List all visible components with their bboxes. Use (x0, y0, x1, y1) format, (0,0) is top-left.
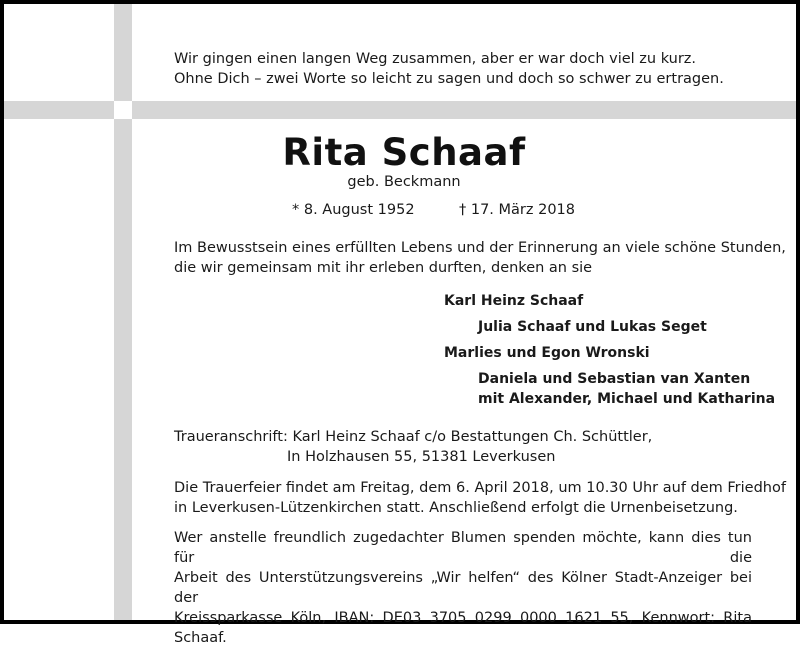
quote-line: Ohne Dich – zwei Worte so leicht zu sagen und doch so schwer zu ertragen. (174, 71, 724, 87)
funeral-info (174, 478, 786, 518)
funeral-line: in Leverkusen-Lützenkirchen statt. Anschließend erfolgt die Urnenbeisetzung. (174, 500, 738, 516)
funeral-line: Die Trauerfeier findet am Freitag, dem 6. April 2018, um 10.30 Uhr auf dem Friedhof (174, 480, 786, 496)
donation-line: Kreissparkasse Köln, IBAN: DE03 3705 0299 0000 1621 55, Kennwort: Rita Schaaf. (174, 610, 752, 646)
mourner-name: Karl Heinz Schaaf (444, 293, 584, 309)
intro-line: die wir gemeinsam mit ihr erleben durften, denken an sie (174, 260, 593, 276)
quote (174, 49, 724, 89)
intro-line: Im Bewusstsein eines erfüllten Lebens und der Erinnerung an viele schöne Stunden, (174, 240, 786, 256)
mourning-address-line: In Holzhausen 55, 51381 Leverkusen (287, 449, 556, 465)
quote-line: Wir gingen einen langen Weg zusammen, aber er war doch viel zu kurz. (174, 51, 697, 67)
mourner-name: Marlies und Egon Wronski (444, 345, 650, 361)
cross-vertical-bar (114, 4, 132, 620)
birth-date: * 8. August 1952 (292, 202, 415, 218)
intro-text (174, 238, 786, 278)
donation-line: Arbeit des Unterstützungsvereins „Wir helfen“ des Kölner Stadt-Anzeiger bei der (174, 570, 752, 606)
donation-info (174, 528, 752, 648)
mourner-name: Daniela und Sebastian van Xanten (478, 371, 751, 387)
cross-center (114, 101, 132, 119)
mourner-name: Julia Schaaf und Lukas Seget (478, 319, 707, 335)
death-date: † 17. März 2018 (459, 202, 576, 218)
mourner-name: mit Alexander, Michael und Katharina (478, 391, 776, 407)
mourning-address-line: Traueranschrift: Karl Heinz Schaaf c/o Bestattungen Ch. Schüttler, (174, 429, 653, 445)
donation-line: Wer anstelle freundlich zugedachter Blumen spenden möchte, kann dies tun für die (174, 530, 752, 566)
deceased-name: Rita Schaaf (282, 131, 526, 174)
maiden-name: geb. Beckmann (347, 174, 461, 190)
